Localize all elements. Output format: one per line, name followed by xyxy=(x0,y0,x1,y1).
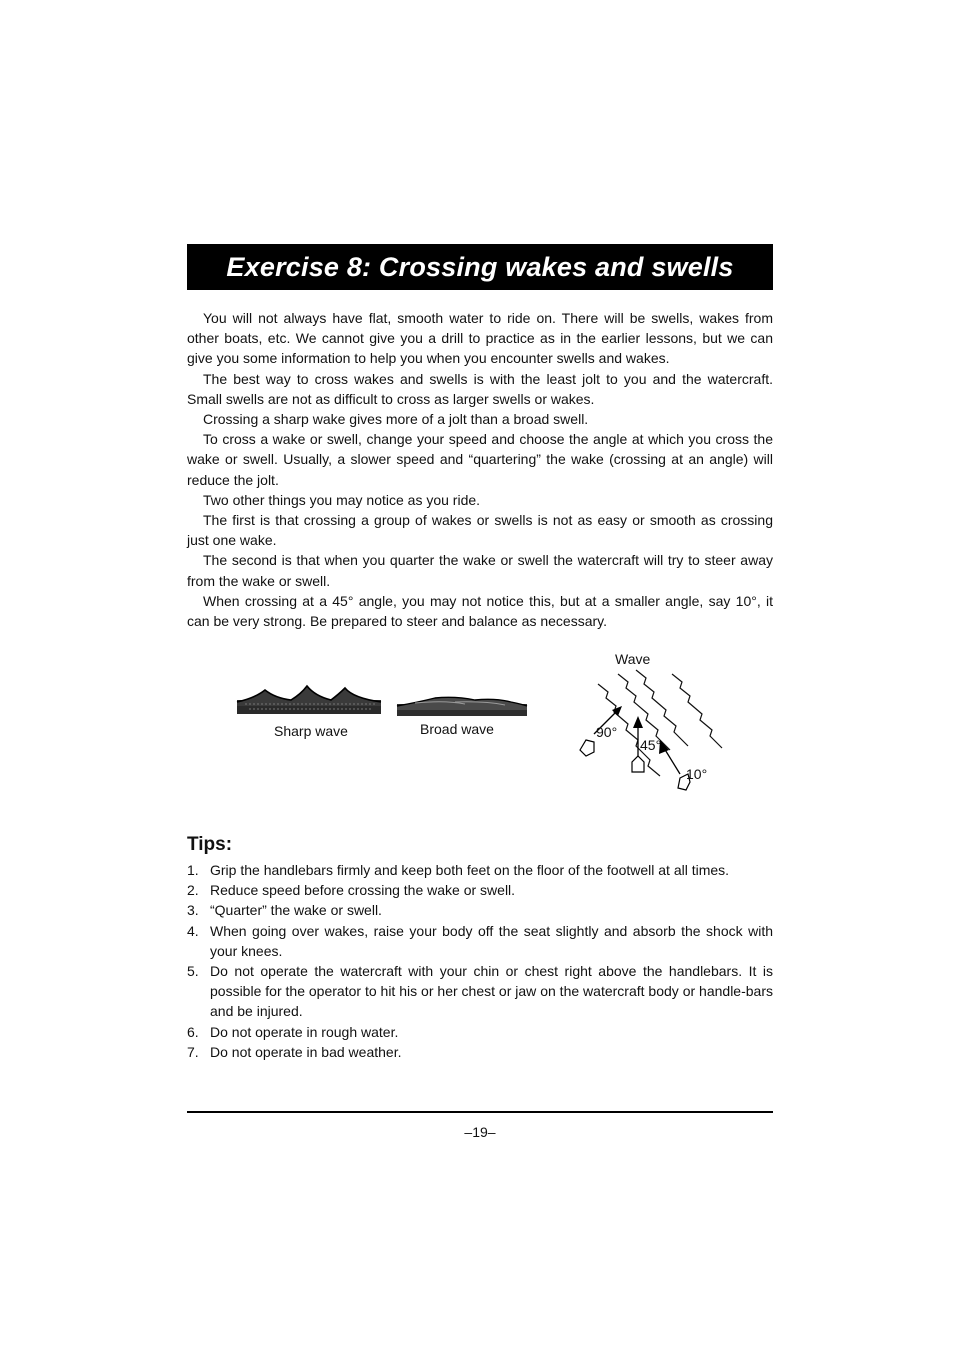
tip-number: 2. xyxy=(187,882,199,899)
list-item xyxy=(187,1042,773,1062)
paragraph: Crossing a sharp wake gives more of a jolt than a broad swell. xyxy=(203,411,589,428)
footer-rule xyxy=(187,1111,773,1113)
paragraph: When crossing at a 45° angle, you may not notice this, but at a smaller angle, say 10°, it can be very strong. Be prepared to steer and balance as necessary. xyxy=(187,592,773,630)
list-item xyxy=(187,900,773,920)
tip-text: When going over wakes, raise your body off the seat slightly and absorb the shock with your knees. xyxy=(210,922,773,959)
tip-number: 7. xyxy=(187,1043,199,1060)
list-item xyxy=(187,880,773,900)
tip-number: 1. xyxy=(187,862,199,878)
list-item xyxy=(187,921,773,961)
paragraph: To cross a wake or swell, change your speed and choose the angle at which you cross the wake or swell. Usually, a slower speed and “quartering” the wake (crossing at an angle) will reduce the jolt. xyxy=(187,431,773,488)
tip-number: 3. xyxy=(187,902,199,919)
sharp-wave-label: Sharp wave xyxy=(274,723,348,739)
page-title: Exercise 8: Crossing wakes and swells xyxy=(226,251,734,282)
tips-heading: Tips: xyxy=(187,834,233,855)
paragraph: The first is that crossing a group of wakes or swells is not as easy or smooth as crossing just one wake. xyxy=(187,512,773,549)
tips-list xyxy=(187,860,773,1062)
broad-wave-label: Broad wave xyxy=(420,721,494,737)
list-item xyxy=(187,860,773,880)
paragraph: The second is that when you quarter the wake or swell the watercraft will try to steer away from the wake or swell. xyxy=(187,552,773,589)
wave-label: Wave xyxy=(615,651,651,667)
angle-45-label: 45° xyxy=(640,737,662,753)
tip-text: Do not operate the watercraft with your chin or chest right above the handlebars. It is possible for the operator to hit his or her chest or jaw on the watercraft body or handle-bars and be injured. xyxy=(210,963,773,1020)
title-bar xyxy=(187,244,773,290)
paragraph: The best way to cross wakes and swells is with the least jolt to you and the watercraft. Small swells are not as difficult to cross as larger swells or wakes. xyxy=(187,370,773,407)
sharp-wave-illustration xyxy=(235,682,383,718)
tip-number: 6. xyxy=(187,1023,199,1040)
broad-wave-illustration xyxy=(395,694,529,718)
tip-text: Grip the handlebars firmly and keep both feet on the floor of the footwell at all times. xyxy=(210,862,730,878)
list-item xyxy=(187,961,773,1022)
angle-10-label: 10° xyxy=(686,766,708,782)
body-text xyxy=(187,308,773,631)
tip-text: “Quarter” the wake or swell. xyxy=(210,902,382,919)
tip-text: Reduce speed before crossing the wake or swell. xyxy=(210,882,516,899)
wave-figures xyxy=(187,640,773,820)
tip-text: Do not operate in rough water. xyxy=(210,1023,399,1040)
list-item xyxy=(187,1022,773,1042)
paragraph: Two other things you may notice as you ride. xyxy=(203,491,481,508)
paragraph: You will not always have flat, smooth water to ride on. There will be swells, wakes from other boats, etc. We cannot give you a drill to practice as in the earlier lessons, but we can give you some information to help you when you encounter swells and wakes. xyxy=(187,310,773,367)
tip-number: 5. xyxy=(187,963,199,980)
angle-90-label: 90° xyxy=(596,724,618,740)
tip-text: Do not operate in bad weather. xyxy=(210,1043,402,1060)
tip-number: 4. xyxy=(187,922,199,939)
page-number: –19– xyxy=(464,1124,496,1140)
